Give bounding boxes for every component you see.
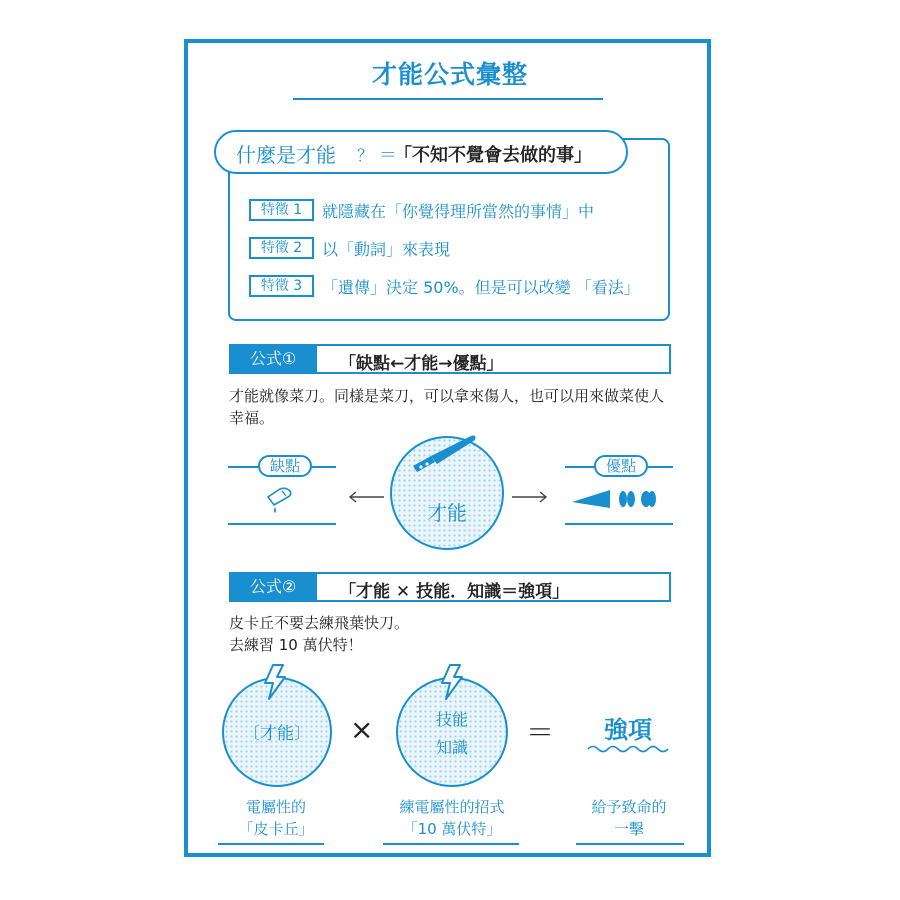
formula2-label: 公式② (229, 572, 317, 602)
caption3-line1: 給予致命的 (591, 798, 667, 816)
caption1-underline (218, 843, 324, 845)
lightning-icon-2 (438, 663, 466, 701)
caption3-underline (576, 843, 684, 845)
weakness-pill: 缺點 (258, 455, 312, 477)
formula2-body-line2: 去練習 10 萬伏特！ (229, 636, 363, 654)
formula1-body: 才能就像菜刀。同樣是菜刀，可以拿來傷人，也可以用來做菜使人幸福。 (229, 387, 665, 427)
caption2-line1: 練電屬性的招式 (399, 798, 505, 816)
talent-circle-label: 才能 (427, 501, 467, 525)
skill-circle-line2: 知識 (435, 738, 468, 757)
times-operator: × (350, 713, 374, 746)
feature-tag-3: 特徵 3 (249, 275, 314, 297)
arrow-left-icon (346, 490, 386, 504)
question-mark: ？ (357, 146, 374, 165)
strength-result: 強項 (604, 716, 652, 744)
formula2-text: 「才能 ✕ 技能．知識＝強項」 (339, 582, 570, 602)
caption1-line1: 電屬性的 (245, 798, 306, 816)
left-base-line (228, 523, 336, 525)
caption3-line2: 一擊 (613, 820, 644, 838)
question-equals: ＝ (379, 145, 397, 166)
caption1-line2: 「皮卡丘」 (238, 820, 314, 838)
title-underline (293, 98, 603, 100)
knife-icon (405, 430, 481, 474)
formula2-body-line1: 皮卡丘不要去練飛葉快刀。 (229, 614, 410, 632)
sliced-food-icon (568, 486, 660, 512)
strength-pill: 優點 (594, 455, 648, 477)
equals-operator: ＝ (526, 716, 555, 749)
feature-tag-1: 特徵 1 (249, 199, 314, 221)
wavy-underline (586, 744, 672, 754)
page-title: 才能公式彙整 (371, 60, 528, 89)
feature-tag-2: 特徵 2 (249, 237, 314, 259)
feature-text-2: 以「動詞」來表現 (322, 240, 451, 259)
talent-circle-2-label: 〔才能〕 (243, 724, 311, 744)
formula1-text: 「缺點←才能→優點」 (339, 354, 504, 374)
formula1-label: 公式① (229, 344, 317, 374)
feature-text-3: 「遺傳」決定 50%。但是可以改變 「看法」 (322, 278, 640, 297)
lightning-icon (261, 663, 289, 701)
feature-text-1: 就隱藏在「你覺得理所當然的事情」中 (322, 202, 595, 221)
question-answer: 「不知不覺會去做的事」 (394, 145, 592, 166)
skill-circle-line1: 技能 (435, 710, 468, 729)
right-base-line (565, 523, 673, 525)
arrow-right-icon (510, 490, 550, 504)
caption2-line2: 「10 萬伏特」 (402, 820, 502, 838)
caption2-underline (383, 843, 519, 845)
cut-finger-icon (262, 485, 302, 515)
question-text: 什麼是才能 (236, 143, 336, 167)
